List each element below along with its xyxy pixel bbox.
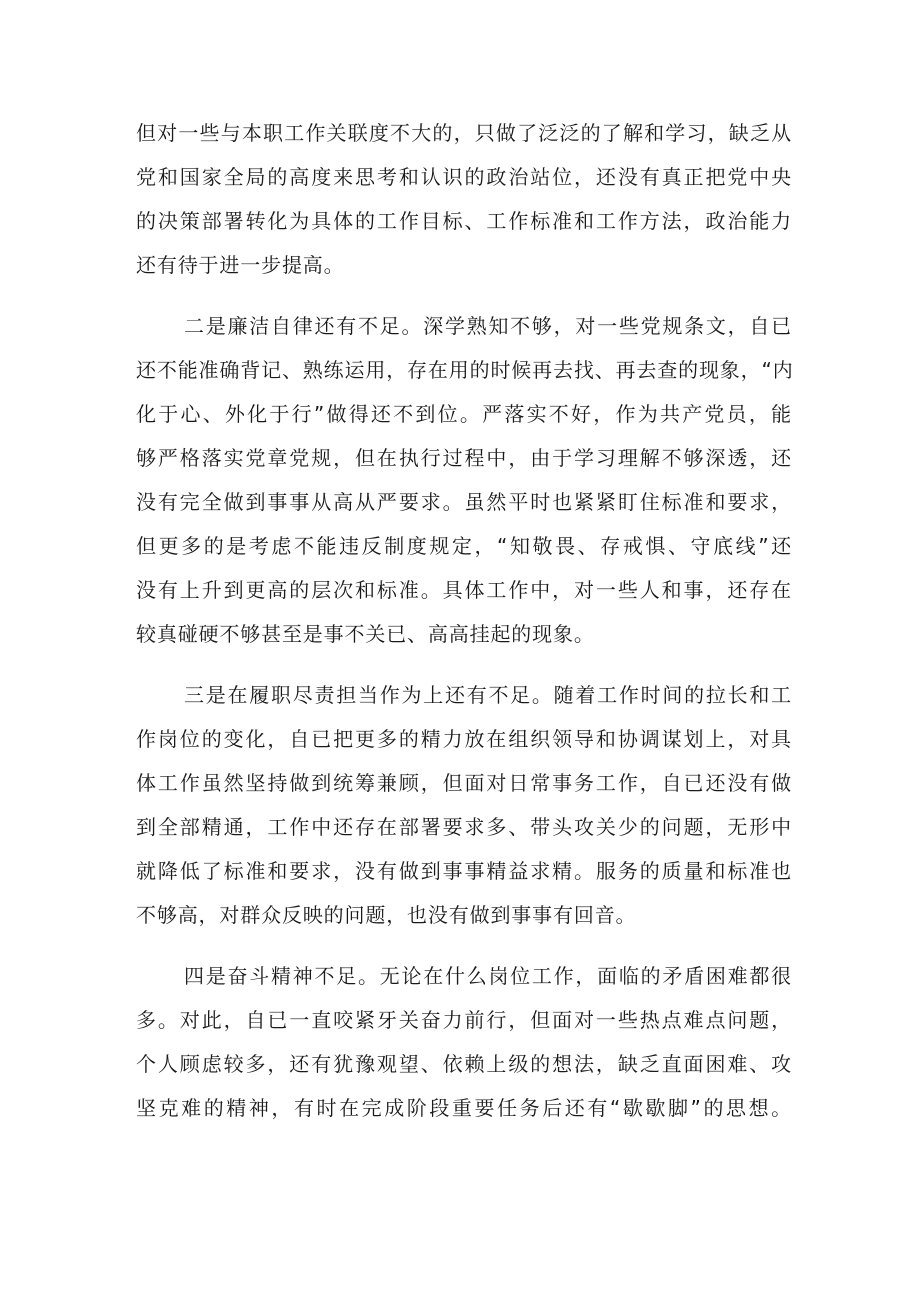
text-line: 二是廉洁自律还有不足。深学熟知不够，对一些党规条文，自已 — [184, 314, 792, 338]
text-line: 坚克难的精神，有时在完成阶段重要任务后还有“歇歇脚”的思想。 — [136, 1096, 792, 1120]
text-line: 的决策部署转化为具体的工作目标、工作标准和工作方法，政治能力 — [136, 209, 792, 233]
paragraph — [136, 673, 792, 937]
text-line: 到全部精通，工作中还存在部署要求多、带头攻关少的问题，无形中 — [136, 815, 792, 839]
paragraph — [136, 111, 792, 287]
text-line: 不够高，对群众反映的问题，也没有做到事事有回音。 — [136, 903, 637, 927]
text-line: 作岗位的变化，自已把更多的精力放在组织领导和协调谋划上，对具 — [136, 727, 792, 751]
paragraph — [136, 304, 792, 656]
text-line: 没有完全做到事事从高从严要求。虽然平时也紧紧盯住标准和要求， — [136, 490, 792, 514]
text-line: 就降低了标准和要求，没有做到事事精益求精。服务的质量和标准也 — [136, 859, 792, 883]
text-line: 但更多的是考虑不能违反制度规定，“知敬畏、存戒惧、守底线”还 — [136, 534, 792, 558]
text-line: 够严格落实党章党规，但在执行过程中，由于学习理解不够深透，还 — [136, 446, 792, 470]
text-line: 多。对此，自已一直咬紧牙关奋力前行，但面对一些热点难点问题， — [136, 1008, 792, 1032]
text-line: 个人顾虑较多，还有犹豫观望、依赖上级的想法，缺乏直面困难、攻 — [136, 1052, 792, 1076]
paragraph — [136, 954, 792, 1130]
text-line: 还不能准确背记、熟练运用，存在用的时候再去找、再去查的现象，“内 — [136, 358, 794, 382]
document-body — [136, 111, 792, 1130]
text-line: 三是在履职尽责担当作为上还有不足。随着工作时间的拉长和工 — [184, 683, 792, 707]
text-line: 没有上升到更高的层次和标准。具体工作中，对一些人和事，还存在 — [136, 578, 792, 602]
text-line: 党和国家全局的高度来思考和认识的政治站位，还没有真正把党中央 — [136, 165, 792, 189]
text-line: 较真碰硬不够甚至是事不关已、高高挂起的现象。 — [136, 622, 595, 646]
text-line: 但对一些与本职工作关联度不大的，只做了泛泛的了解和学习，缺乏从 — [136, 121, 792, 145]
text-line: 体工作虽然坚持做到统筹兼顾，但面对日常事务工作，自已还没有做 — [136, 771, 792, 795]
text-line: 还有待于进一步提高。 — [136, 253, 345, 277]
text-line: 化于心、外化于行”做得还不到位。严落实不好，作为共产党员，能 — [136, 402, 792, 426]
text-line: 四是奋斗精神不足。无论在什么岗位工作，面临的矛盾困难都很 — [184, 964, 792, 988]
